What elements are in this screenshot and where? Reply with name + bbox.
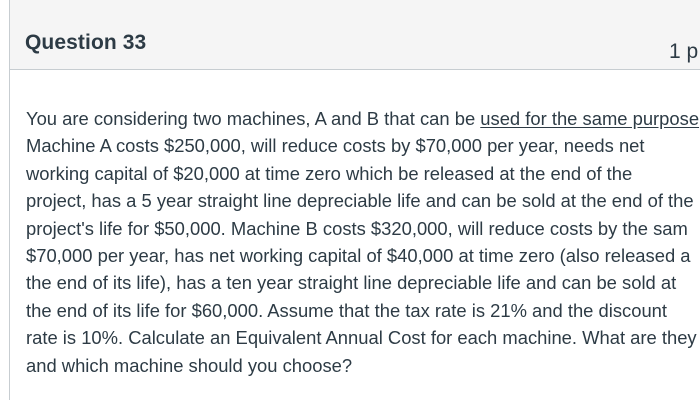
question-text-line: Machine A costs $250,000, will reduce costs by $70,000 per year, needs net (26, 135, 645, 157)
question-text-line: the end of its life for $60,000. Assume that the tax rate is 21% and the discount (26, 299, 668, 321)
question-text-line: $70,000 per year, has net working capital of $40,000 at time zero (also released a (26, 245, 691, 267)
question-text-line: project, has a 5 year straight line depreciable life and can be sold at the end of the (26, 190, 694, 212)
question-text-line: working capital of $20,000 at time zero which be released at the end of the (26, 162, 633, 184)
question-text-line: You are considering two machines, A and B that can be used for the same purpose (26, 108, 700, 129)
underlined-phrase: used for the same purpose (480, 108, 700, 129)
question-text-line: rate is 10%. Calculate an Equivalent Annual Cost for each machine. What are they (26, 327, 697, 349)
question-title: Question 33 (25, 31, 147, 54)
question-text (26, 105, 700, 379)
question-text-line: the end of its life), has a ten year straight line depreciable life and can be sold at (26, 272, 677, 294)
question-header (10, 0, 700, 70)
question-points: 1 p (669, 40, 699, 63)
question-text-line: and which machine should you choose? (26, 354, 353, 376)
question-text-line: project's life for $50,000. Machine B costs $320,000, will reduce costs by the sam (26, 217, 688, 239)
